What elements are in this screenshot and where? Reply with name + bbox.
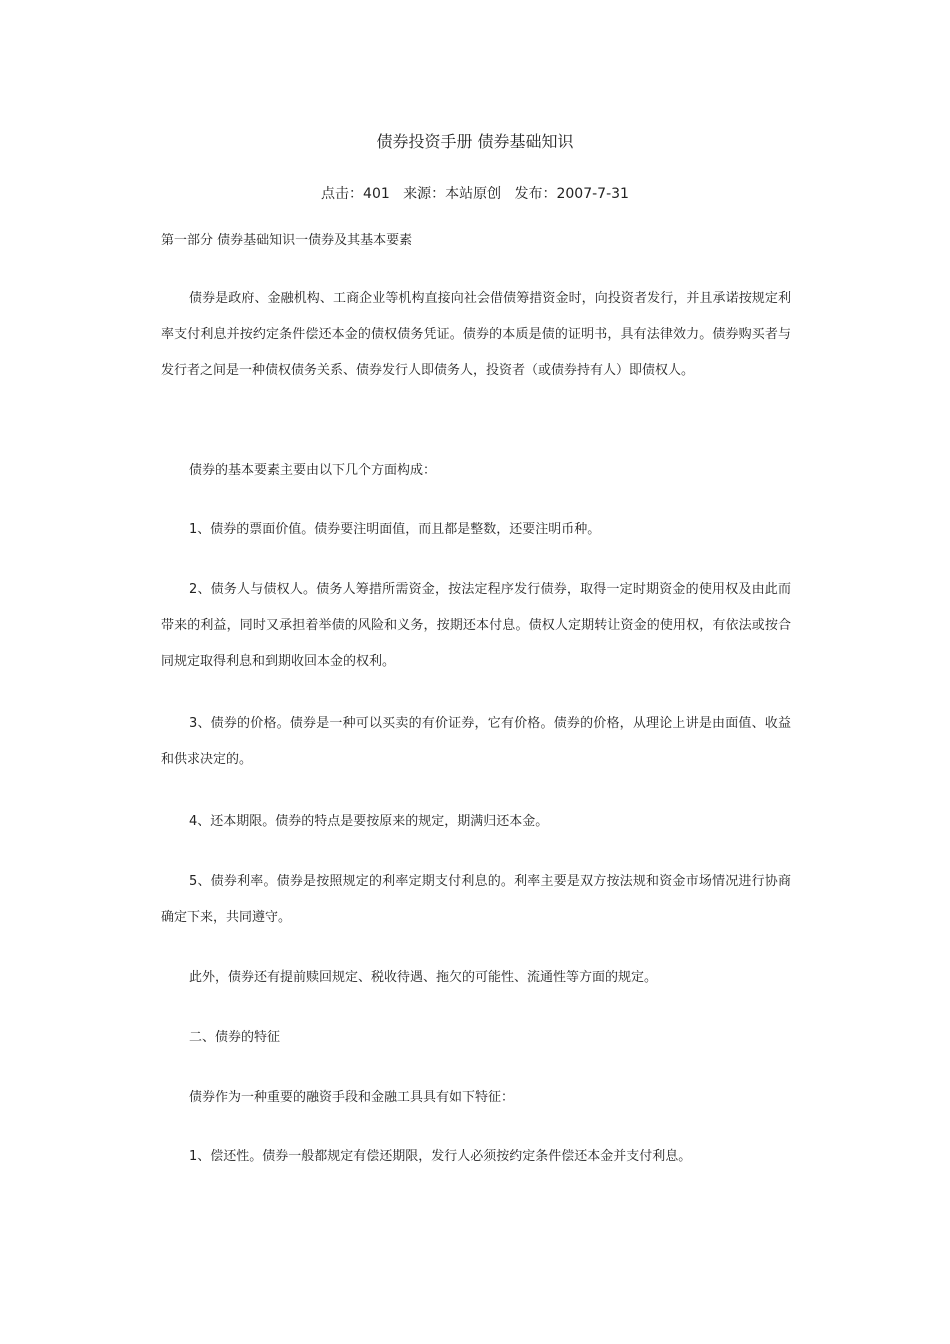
paragraph-elements-intro [161,453,791,489]
article-meta [0,183,950,205]
list-item-debtor-creditor [161,572,791,680]
list-item-interest-rate [161,864,791,936]
list-item-face-value [161,512,791,548]
list-item-text: 、还本期限。债券的特点是要按原来的规定，期满归还本金。 [197,814,549,829]
paragraph-features-intro [161,1080,791,1116]
list-item-text: 、偿还性。债券一般都规定有偿还期限，发行人必须按约定条件偿还本金并支付利息。 [197,1149,692,1164]
list-item-price [161,706,791,778]
paragraph-text: 债券作为一种重要的融资手段和金融工具具有如下特征： [189,1090,515,1105]
subsection-heading-text: 二、债券的特征 [189,1030,281,1045]
list-item-number: 1 [189,522,198,537]
paragraph-definition [161,281,791,389]
list-item-number: 4 [189,814,198,829]
list-item-maturity [161,804,791,840]
published-value: 2007-7-31 [556,186,629,202]
page-title: 债券投资手册 债券基础知识 [376,132,574,151]
list-item-number: 1 [189,1149,198,1164]
paragraph-text: 债券是政府、金融机构、工商企业等机构直接向社会借债筹措资金时，向投资者发行，并且承诺按规定利率支付利息并按约定条件偿还本金的债权债务凭证。债券的本质是债的证明书，具有法律效力。债券购买者与发行者之间是一种债权债务关系、债券发行人即债务人，投资者（或债券持有人）即债权人。 [161,291,791,378]
list-item-number: 5 [189,874,198,889]
clicks-label: 点击： [321,186,364,202]
list-item-text: 、债券的票面价值。债券要注明面值，而且都是整数，还要注明币种。 [197,522,601,537]
list-item-number: 3 [189,716,198,731]
list-item-text: 、债券利率。债券是按照规定的利率定期支付利息的。利率主要是双方按法规和资金市场情况进行协商确定下来，共同遵守。 [161,874,791,925]
list-item-text: 、债券的价格。债券是一种可以买卖的有价证券，它有价格。债券的价格，从理论上讲是由面值、收益和供求决定的。 [161,716,791,767]
source-text: 来源：本站原创 [403,186,502,202]
list-item-number: 2 [189,582,198,597]
published-label: 发布： [514,186,557,202]
paragraph-text: 此外，债券还有提前赎回规定、税收待遇、拖欠的可能性、流通性等方面的规定。 [189,970,658,985]
subsection-heading [161,1020,791,1056]
paragraph-other-provisions [161,960,791,996]
list-item-text: 、债务人与债权人。债务人筹措所需资金，按法定程序发行债券，取得一定时期资金的使用权及由此而带来的利益，同时又承担着举债的风险和义务，按期还本付息。债权人定期转让资金的使用权，有依法或按合同规定取得利息和到期收回本金的权利。 [161,582,791,669]
list-item-repayability [161,1139,791,1175]
clicks-value: 401 [363,186,390,202]
paragraph-text: 债券的基本要素主要由以下几个方面构成： [189,463,437,478]
section-heading: 第一部分 债券基础知识一债券及其基本要素 [161,233,413,248]
